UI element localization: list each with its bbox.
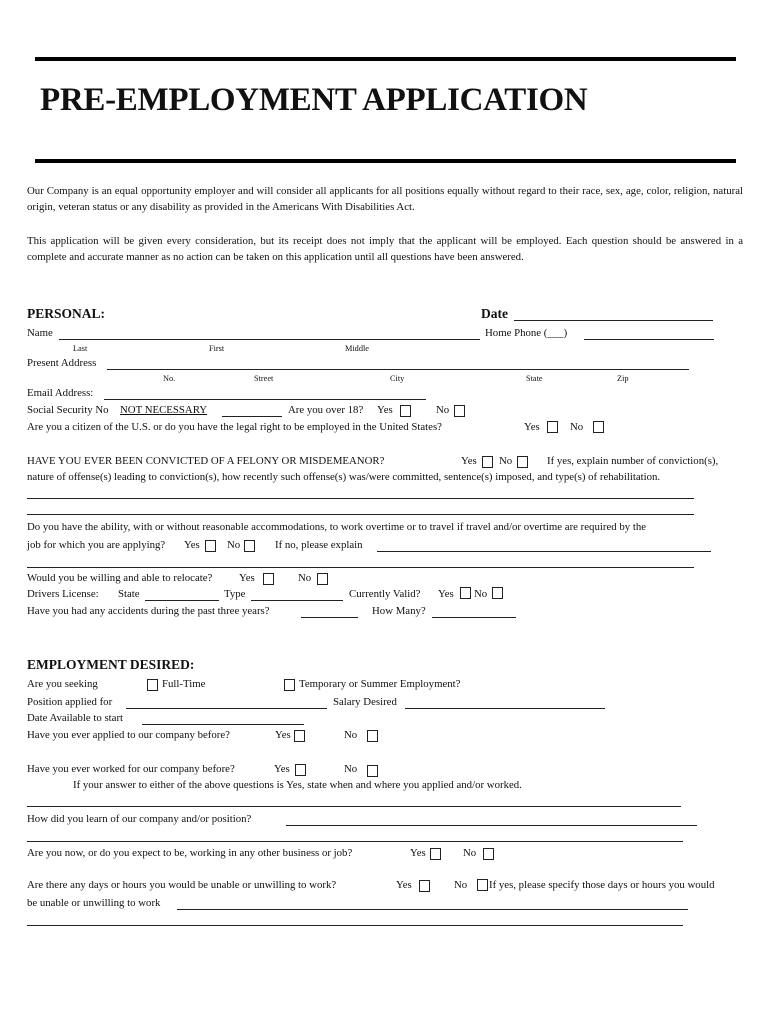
unable-no-label: No xyxy=(454,879,468,891)
learn-question: How did you learn of our company and/or position? xyxy=(27,813,252,825)
title-top-rule xyxy=(35,57,736,61)
worked-before-yes-checkbox[interactable] xyxy=(295,764,306,776)
felony-yes-label: Yes xyxy=(461,455,477,467)
unable-line-2-label: be unable or unwilling to work xyxy=(27,897,161,909)
learn-field[interactable] xyxy=(286,825,697,826)
over18-no-label: No xyxy=(436,404,450,416)
worked-before-no-label: No xyxy=(344,763,358,775)
full-time-label: Full-Time xyxy=(162,678,206,690)
date-label: Date xyxy=(481,306,508,321)
felony-question: HAVE YOU EVER BEEN CONVICTED OF A FELONY OR MISDEMEANOR? xyxy=(27,455,385,467)
applied-before-yes-label: Yes xyxy=(275,729,291,741)
relocate-yes-checkbox[interactable] xyxy=(263,573,274,585)
relocate-no-checkbox[interactable] xyxy=(317,573,328,585)
name-part-middle: Middle xyxy=(345,344,369,353)
license-state-label: State xyxy=(118,588,140,600)
address-field[interactable] xyxy=(107,369,689,370)
other-business-yes-checkbox[interactable] xyxy=(430,848,441,860)
unable-field[interactable] xyxy=(177,909,688,910)
license-label: Drivers License: xyxy=(27,588,99,600)
temporary-checkbox[interactable] xyxy=(284,679,295,691)
other-business-no-checkbox[interactable] xyxy=(483,848,494,860)
accidents-question: Have you had any accidents during the past three years? xyxy=(27,605,270,617)
license-valid-no-label: No xyxy=(474,588,488,600)
email-label: Email Address: xyxy=(27,387,94,399)
worked-before-question: Have you ever worked for our company before? xyxy=(27,763,235,775)
page-title: PRE-EMPLOYMENT APPLICATION xyxy=(40,82,588,118)
date-available-field[interactable] xyxy=(142,724,304,725)
name-part-last: Last xyxy=(73,344,88,353)
over18-yes-label: Yes xyxy=(377,404,393,416)
over18-no-checkbox[interactable] xyxy=(454,405,465,417)
temporary-label: Temporary or Summer Employment? xyxy=(299,678,461,690)
home-phone-field[interactable] xyxy=(584,339,714,340)
intro-paragraph-1: Our Company is an equal opportunity employer and will consider all applicants for all positions equally without regard to their race, sex, age, color, religion, natural origin, veteran status or any disability as provided in the Americans With Disabilities Act. xyxy=(27,185,743,213)
felony-yes-checkbox[interactable] xyxy=(482,456,493,468)
unable-yes-checkbox[interactable] xyxy=(419,880,430,892)
over18-yes-checkbox[interactable] xyxy=(400,405,411,417)
over18-question: Are you over 18? xyxy=(288,404,364,416)
worked-before-yes-label: Yes xyxy=(274,763,290,775)
relocate-question: Would you be willing and able to relocate? xyxy=(27,572,213,584)
overtime-no-checkbox[interactable] xyxy=(244,540,255,552)
address-part-city: City xyxy=(390,374,405,383)
unable-question: Are there any days or hours you would be unable or unwilling to work? xyxy=(27,879,337,891)
name-label: Name xyxy=(27,327,53,339)
title-bottom-rule xyxy=(35,159,736,163)
felony-explain-line-2[interactable] xyxy=(27,514,694,515)
worked-before-no-checkbox[interactable] xyxy=(367,765,378,777)
employment-heading: EMPLOYMENT DESIRED: xyxy=(27,657,195,672)
if-yes-note: If your answer to either of the above questions is Yes, state when and where you applied and/or worked. xyxy=(73,779,522,791)
citizen-no-checkbox[interactable] xyxy=(593,421,604,433)
unable-specify-label: If yes, please specify those days or hours you would xyxy=(489,879,715,891)
felony-explain-1: If yes, explain number of conviction(s), xyxy=(547,455,719,467)
other-business-no-label: No xyxy=(463,847,477,859)
applied-before-no-checkbox[interactable] xyxy=(367,730,378,742)
how-many-label: How Many? xyxy=(372,605,426,617)
citizen-yes-label: Yes xyxy=(524,421,540,433)
salary-label: Salary Desired xyxy=(333,696,397,708)
intro-paragraph-2: This application will be given every consideration, but its receipt does not imply that the applicant will be employed. Each question should be answered in a complete and accurate manner as no action can be taken on this application until all questions have been answered. xyxy=(27,235,743,263)
license-valid-no-checkbox[interactable] xyxy=(492,587,503,599)
email-field[interactable] xyxy=(104,399,426,400)
other-business-question: Are you now, or do you expect to be, working in any other business or job? xyxy=(27,847,353,859)
applied-before-no-label: No xyxy=(344,729,358,741)
seeking-label: Are you seeking xyxy=(27,678,98,690)
address-part-no: No. xyxy=(163,374,176,383)
salary-field[interactable] xyxy=(405,708,605,709)
license-type-label: Type xyxy=(224,588,246,600)
overtime-explain-line-2[interactable] xyxy=(27,567,694,568)
position-label: Position applied for xyxy=(27,696,113,708)
name-part-first: First xyxy=(209,344,225,353)
felony-no-label: No xyxy=(499,455,513,467)
relocate-no-label: No xyxy=(298,572,312,584)
address-part-street: Street xyxy=(254,374,274,383)
how-many-field[interactable] xyxy=(432,617,516,618)
overtime-yes-checkbox[interactable] xyxy=(205,540,216,552)
felony-explain-2: nature of offense(s) leading to conviction(s), how recently such offense(s) was/were committed, sentence(s) imposed, and type(s) of rehabilitation. xyxy=(27,471,661,483)
date-field[interactable] xyxy=(514,320,713,321)
license-valid-yes-checkbox[interactable] xyxy=(460,587,471,599)
personal-heading: PERSONAL: xyxy=(27,306,106,321)
accidents-field[interactable] xyxy=(301,617,358,618)
ssn-field-tail[interactable] xyxy=(222,416,282,417)
overtime-explain-field[interactable] xyxy=(377,551,711,552)
citizen-question: Are you a citizen of the U.S. or do you have the legal right to be employed in the United States? xyxy=(27,421,442,433)
overtime-no-label: No xyxy=(227,539,241,551)
overtime-explain-label: If no, please explain xyxy=(275,539,363,551)
address-part-state: State xyxy=(526,374,543,383)
address-part-zip: Zip xyxy=(617,374,629,383)
full-time-checkbox[interactable] xyxy=(147,679,158,691)
ssn-label: Social Security No xyxy=(27,404,109,416)
relocate-yes-label: Yes xyxy=(239,572,255,584)
license-valid-label: Currently Valid? xyxy=(349,588,421,600)
unable-yes-label: Yes xyxy=(396,879,412,891)
overtime-question-2: job for which you are applying? xyxy=(27,539,166,551)
learn-line-2[interactable] xyxy=(27,841,683,842)
address-label: Present Address xyxy=(27,357,97,369)
license-state-field[interactable] xyxy=(145,600,219,601)
applied-before-question: Have you ever applied to our company before? xyxy=(27,729,230,741)
felony-no-checkbox[interactable] xyxy=(517,456,528,468)
citizen-yes-checkbox[interactable] xyxy=(547,421,558,433)
date-available-label: Date Available to start xyxy=(27,712,124,724)
license-valid-yes-label: Yes xyxy=(438,588,454,600)
overtime-yes-label: Yes xyxy=(184,539,200,551)
citizen-no-label: No xyxy=(570,421,584,433)
license-type-field[interactable] xyxy=(251,600,343,601)
unable-no-checkbox[interactable] xyxy=(477,879,488,891)
position-field[interactable] xyxy=(126,708,327,709)
unable-line-3[interactable] xyxy=(27,925,683,926)
felony-explain-line-1[interactable] xyxy=(27,498,694,499)
name-field[interactable] xyxy=(59,339,480,340)
other-business-yes-label: Yes xyxy=(410,847,426,859)
ssn-value: NOT NECESSARY xyxy=(120,404,208,416)
home-phone-label: Home Phone (___) xyxy=(485,327,568,339)
overtime-question-1: Do you have the ability, with or without reasonable accommodations, to work overtime or to travel if travel and/or overtime are required by the xyxy=(27,521,647,533)
if-yes-line[interactable] xyxy=(27,806,681,807)
applied-before-yes-checkbox[interactable] xyxy=(294,730,305,742)
